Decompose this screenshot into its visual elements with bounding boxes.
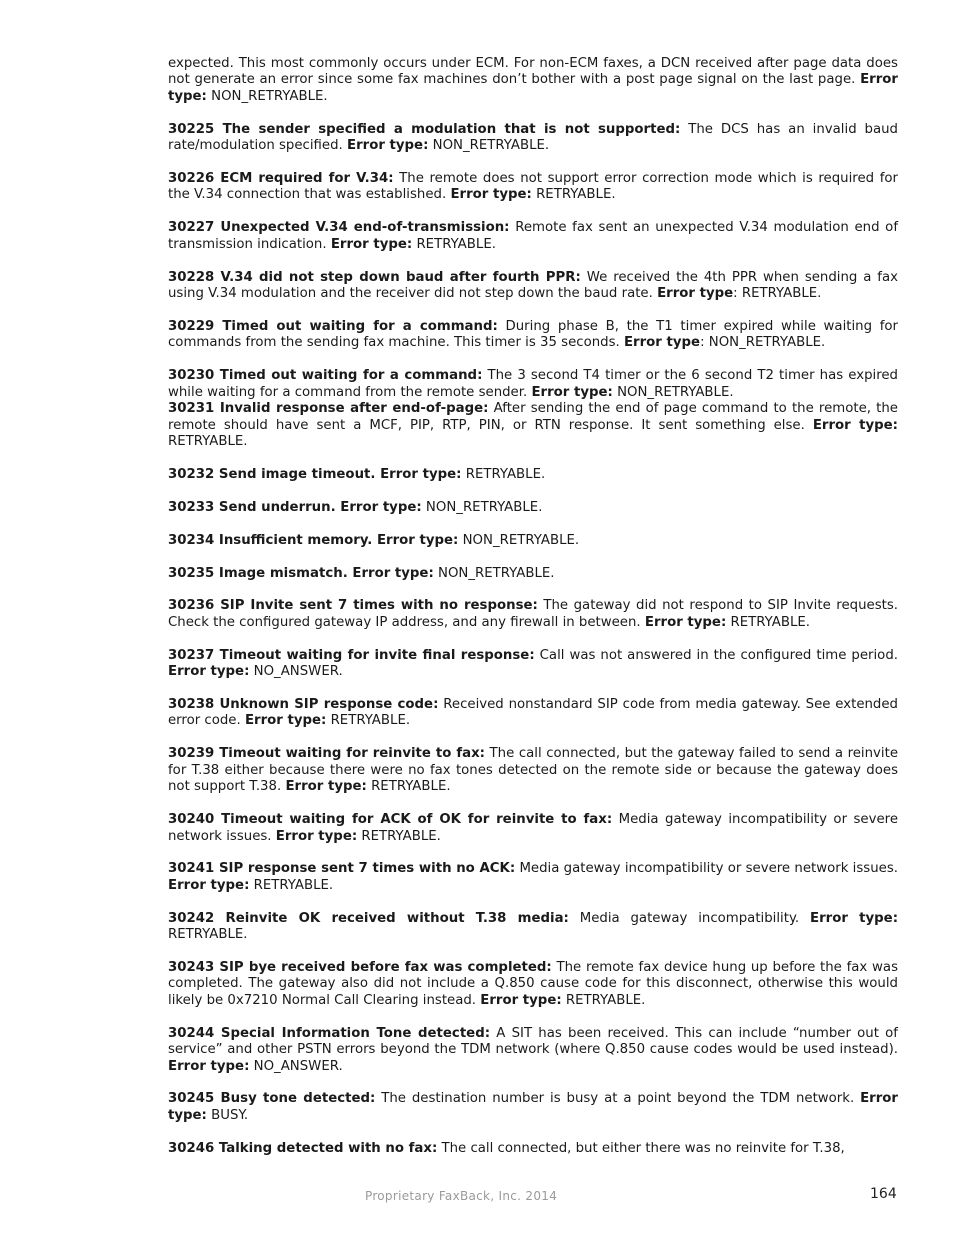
entry-text: The remote does not support error correction mode which is required for the V.34 connection that was established. — [168, 171, 898, 203]
entry-heading: 30237 Timeout waiting for invite final response: — [168, 647, 535, 663]
entry-heading: 30225 The sender specified a modulation that is not supported: — [168, 121, 681, 137]
entry-text: Media gateway incompatibility or severe network issues. — [168, 812, 899, 844]
entry-continuation — [168, 56, 898, 105]
entry-30241 — [168, 861, 898, 894]
page-number: 164 — [870, 1186, 897, 1202]
entry-30233 — [168, 500, 898, 516]
entry-heading: 30238 Unknown SIP response code: — [168, 697, 439, 713]
entry-heading: 30230 Timed out waiting for a command: — [168, 368, 483, 384]
entry-heading: 30226 ECM required for V.34: — [168, 171, 394, 187]
error-type-label: Error type: — [644, 614, 727, 630]
error-type-label: Error type: — [168, 664, 250, 680]
error-type-value: : RETRYABLE. — [733, 286, 822, 302]
error-type-value: RETRYABLE. — [561, 992, 646, 1008]
entry-heading: 30236 SIP Invite sent 7 times with no response: — [168, 598, 538, 614]
entry-text: The remote fax device hung up before the fax was completed. The gateway also did not include a Q.850 cause code for this disconnect, otherwise this would likely be 0x7210 Normal Call Clearing instead. — [168, 960, 898, 1008]
entry-text: The gateway did not respond to SIP Invite requests. Check the configured gateway IP address, and any firewall in between. — [168, 598, 898, 630]
error-type-label: Error type: — [480, 992, 562, 1008]
error-type-label: Error type: — [285, 779, 367, 795]
entry-text: After sending the end of page command to the remote, the remote should have sent a MCF, PIP, RTP, PIN, or RTN response. It sent something else. — [168, 401, 898, 433]
error-type-value: RETRYABLE. — [357, 828, 441, 844]
entry-heading: 30246 Talking detected with no fax: — [168, 1140, 438, 1156]
entry-text: The call connected, but the gateway failed to send a reinvite for T.38 either because there were no fax tones detected on the remote side or because the gateway does not support T.38. — [168, 746, 899, 795]
error-type-value: RETRYABLE. — [412, 236, 496, 252]
entry-30246 — [168, 1141, 898, 1157]
entry-heading: 30244 Special Information Tone detected: — [168, 1025, 491, 1041]
error-type-value: NON_RETRYABLE. — [428, 138, 550, 154]
error-type-label: Error type: — [330, 236, 413, 252]
entry-heading: 30228 V.34 did not step down baud after fourth PPR: — [168, 269, 581, 285]
entry-30237 — [168, 648, 898, 681]
error-type-label: Error type — [623, 335, 701, 351]
error-type-value: NON_RETRYABLE. — [612, 384, 734, 400]
error-type-label: Error type: — [275, 828, 358, 844]
entry-text: Call was not answered in the configured time period. — [534, 647, 898, 663]
entry-text: During phase B, the T1 timer expired while waiting for commands from the sending fax machine. This timer is 35 seconds. — [168, 318, 898, 351]
error-type-value: NO_ANSWER. — [249, 664, 343, 680]
entry-heading: 30240 Timeout waiting for ACK of OK for reinvite to fax: — [168, 812, 613, 828]
entry-30245 — [168, 1091, 898, 1124]
error-type-label: Error type: — [347, 138, 429, 154]
entry-30230 — [168, 368, 898, 401]
entry-text: Remote fax sent an unexpected V.34 modulation end of transmission indication. — [168, 220, 899, 252]
entry-text: Media gateway incompatibility. — [568, 910, 810, 926]
error-type-label: Error type: — [244, 713, 327, 729]
entry-heading: 30231 Invalid response after end-of-page: — [168, 401, 489, 417]
error-type-label: Error type: — [168, 1058, 250, 1074]
error-type-label: Error type: — [450, 187, 532, 203]
entry-text: The call connected, but either there was no reinvite for T.38, — [437, 1140, 845, 1156]
entry-30228 — [168, 270, 898, 303]
document-body — [168, 56, 898, 1174]
entry-text: NON_RETRYABLE. — [421, 499, 543, 515]
entry-30236 — [168, 598, 898, 631]
entry-heading: 30232 Send image timeout. Error type: — [168, 466, 462, 482]
error-type-value: RETRYABLE. — [531, 187, 616, 203]
entry-text: Received nonstandard SIP code from media gateway. See extended error code. — [168, 697, 898, 729]
entry-text: We received the 4th PPR when sending a fax using V.34 modulation and the receiver did not step down the baud rate. — [168, 269, 898, 302]
entry-heading: 30234 Insufficient memory. Error type: — [168, 532, 459, 548]
entry-text: The destination number is busy at a point beyond the TDM network. — [375, 1091, 861, 1107]
entry-30242 — [168, 911, 898, 944]
entry-30226 — [168, 171, 898, 204]
entry-heading: 30245 Busy tone detected: — [168, 1091, 376, 1107]
entry-heading: 30233 Send underrun. Error type: — [168, 499, 422, 515]
error-type-label: Error type: — [810, 910, 899, 926]
error-type-value: RETRYABLE. — [249, 877, 334, 893]
entry-heading: 30235 Image mismatch. Error type: — [168, 565, 434, 581]
entry-text: The DCS has an invalid baud rate/modulation specified. — [168, 121, 898, 154]
entry-30229 — [168, 319, 898, 352]
entry-text: RETRYABLE. — [461, 466, 546, 482]
entry-30225 — [168, 122, 898, 155]
entry-text: expected. This most commonly occurs under ECM. For non-ECM faxes, a DCN received after page data does not generate an error since some fax machines don’t bother with a post page signal on the last page. — [168, 56, 898, 88]
entry-text: The 3 second T4 timer or the 6 second T2 timer has expired while waiting for a command from the remote sender. — [168, 368, 899, 400]
entry-heading: 30227 Unexpected V.34 end-of-transmission: — [168, 220, 510, 236]
entry-30239 — [168, 746, 898, 795]
footer-company: Proprietary FaxBack, Inc. 2014 — [365, 1189, 558, 1203]
entry-heading: 30242 Reinvite OK received without T.38 media: — [168, 910, 569, 926]
entry-30227 — [168, 220, 898, 253]
entry-30235 — [168, 566, 898, 582]
entry-30231 — [168, 401, 898, 450]
error-type-value: RETRYABLE. — [366, 779, 451, 795]
entry-30243 — [168, 960, 898, 1009]
error-type-value: BUSY. — [206, 1107, 249, 1123]
entry-text: NON_RETRYABLE. — [458, 532, 580, 548]
error-type-label: Error type: — [168, 1091, 898, 1123]
entry-text: A SIT has been received. This can include “number out of service” and other PSTN errors beyond the TDM network (where Q.850 cause codes would be used instead). — [168, 1025, 898, 1058]
error-type-value: RETRYABLE. — [326, 713, 411, 729]
entry-30238 — [168, 697, 898, 730]
entry-heading: 30229 Timed out waiting for a command: — [168, 318, 498, 334]
error-type-value: NON_RETRYABLE. — [206, 88, 328, 104]
error-type-value: RETRYABLE. — [168, 433, 248, 449]
entry-text: Media gateway incompatibility or severe network issues. — [515, 861, 898, 877]
entry-30232 — [168, 467, 898, 483]
entry-30244 — [168, 1026, 898, 1075]
error-type-label: Error type: — [168, 72, 898, 104]
error-type-value: NO_ANSWER. — [249, 1058, 343, 1074]
entry-heading: 30241 SIP response sent 7 times with no ACK: — [168, 861, 516, 877]
error-type-value: : NON_RETRYABLE. — [700, 335, 826, 351]
entry-30240 — [168, 812, 898, 845]
error-type-value: RETRYABLE. — [168, 927, 248, 943]
entry-30234 — [168, 533, 898, 549]
error-type-label: Error type: — [531, 384, 613, 400]
error-type-label: Error type — [657, 286, 734, 302]
error-type-label: Error type: — [168, 877, 250, 893]
error-type-label: Error type: — [812, 417, 898, 433]
entry-heading: 30239 Timeout waiting for reinvite to fax: — [168, 746, 485, 762]
error-type-value: RETRYABLE. — [726, 614, 811, 630]
entry-text: NON_RETRYABLE. — [433, 565, 555, 581]
entry-heading: 30243 SIP bye received before fax was completed: — [168, 960, 552, 976]
